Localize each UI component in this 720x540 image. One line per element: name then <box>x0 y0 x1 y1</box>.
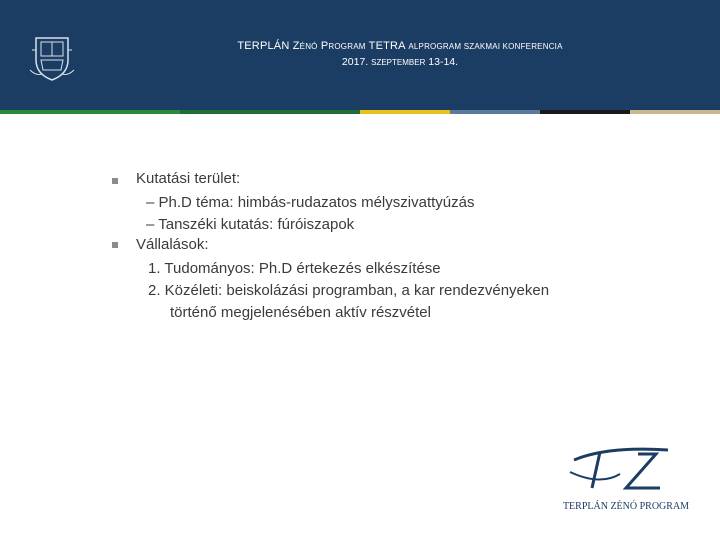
bullet-research-area: Kutatási terület: <box>136 170 241 187</box>
square-bullet-icon <box>112 178 118 184</box>
university-crest-icon <box>28 30 76 82</box>
color-stripe-green <box>0 110 90 114</box>
bullet-commitments: Vállalások: <box>136 236 209 253</box>
sub-item-department-research: – Tanszéki kutatás: fúróiszapok <box>146 216 355 233</box>
color-stripe-slate <box>450 110 540 114</box>
title-line-1: TERPLÁN ZÉNÓ PROGRAM TETRA ALPROGRAM SZAKMAI KONFERENCIA <box>237 40 563 52</box>
header-band <box>0 0 720 110</box>
color-stripe-green-2 <box>90 110 180 114</box>
numbered-item-2: 2. Közéleti: beiskolázási programban, a kar rendezvényeken <box>148 282 550 299</box>
title-line-2: 2017. SZEPTEMBER 13-14. <box>341 56 459 68</box>
terplan-zeno-program-logo <box>560 444 695 514</box>
color-stripe-black <box>540 110 630 114</box>
square-bullet-icon <box>112 242 118 248</box>
sub-item-phd-topic: – Ph.D téma: himbás-rudazatos mélyszivattyúzás <box>146 194 475 211</box>
conference-title <box>190 40 610 68</box>
numbered-item-1: 1. Tudományos: Ph.D értekezés elkészítése <box>148 260 441 277</box>
color-stripe-dark-green <box>180 110 360 114</box>
logo-text: TERPLÁN ZÉNÓ PROGRAM <box>562 501 690 512</box>
color-stripe-yellow <box>360 110 450 114</box>
tz-logo-icon <box>560 444 695 514</box>
color-stripe-tan <box>630 110 720 114</box>
numbered-item-2-continuation: történő megjelenésében aktív részvétel <box>170 304 431 321</box>
